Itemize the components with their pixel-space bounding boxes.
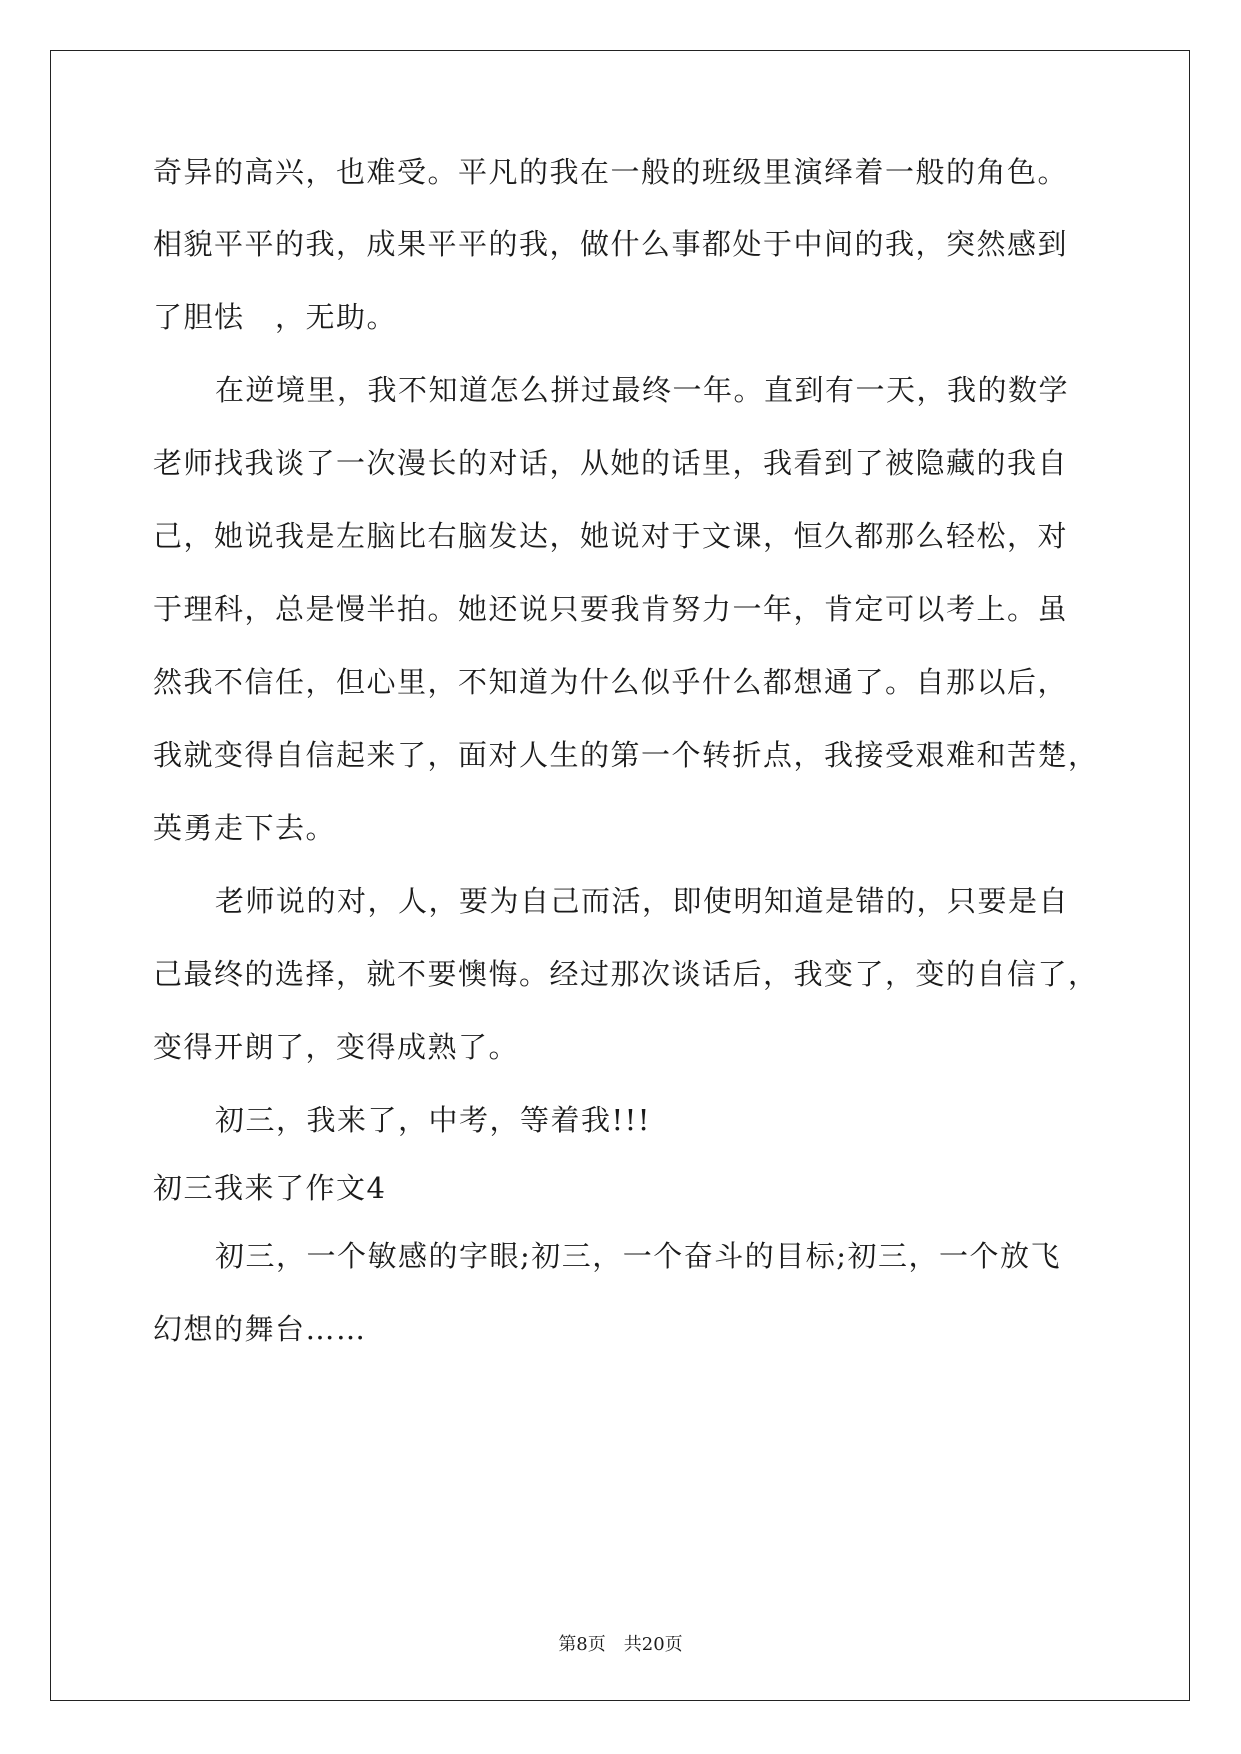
text-line: 老师找我谈了一次漫长的对话，从她的话里，我看到了被隐藏的我自 xyxy=(153,446,1069,480)
section-heading: 初三我来了作文4 xyxy=(153,1171,387,1205)
text-line: 幻想的舞台…… xyxy=(153,1312,367,1346)
page-number-footer: 第8页 共20页 xyxy=(558,1634,683,1655)
text-line: 在逆境里，我不知道怎么拼过最终一年。直到有一天，我的数学 xyxy=(215,373,1070,407)
text-line: 变得开朗了，变得成熟了。 xyxy=(153,1030,520,1064)
text-line: 己，她说我是左脑比右脑发达，她说对于文课，恒久都那么轻松，对 xyxy=(153,519,1069,553)
text-line: 初三，一个敏感的字眼;初三，一个奋斗的目标;初三，一个放飞 xyxy=(215,1239,1062,1273)
text-line: 初三，我来了，中考，等着我!!! xyxy=(215,1103,651,1137)
text-line: 老师说的对，人，要为自己而活，即使明知道是错的，只要是自 xyxy=(215,884,1070,918)
text-line: 英勇走下去。 xyxy=(153,811,337,845)
text-line: 己最终的选择，就不要懊悔。经过那次谈话后，我变了，变的自信了， xyxy=(153,957,1099,991)
text-line: 于理科，总是慢半拍。她还说只要我肯努力一年，肯定可以考上。虽 xyxy=(153,592,1069,626)
text-line: 奇异的高兴，也难受。平凡的我在一般的班级里演绎着一般的角色。 xyxy=(153,155,1069,189)
text-line: 我就变得自信起来了，面对人生的第一个转折点，我接受艰难和苦楚， xyxy=(153,738,1099,772)
text-line: 然我不信任，但心里，不知道为什么似乎什么都想通了。自那以后， xyxy=(153,665,1069,699)
text-line: 相貌平平的我，成果平平的我，做什么事都处于中间的我，突然感到 xyxy=(153,227,1069,261)
text-line: 了胆怯 ，无助。 xyxy=(153,300,398,334)
